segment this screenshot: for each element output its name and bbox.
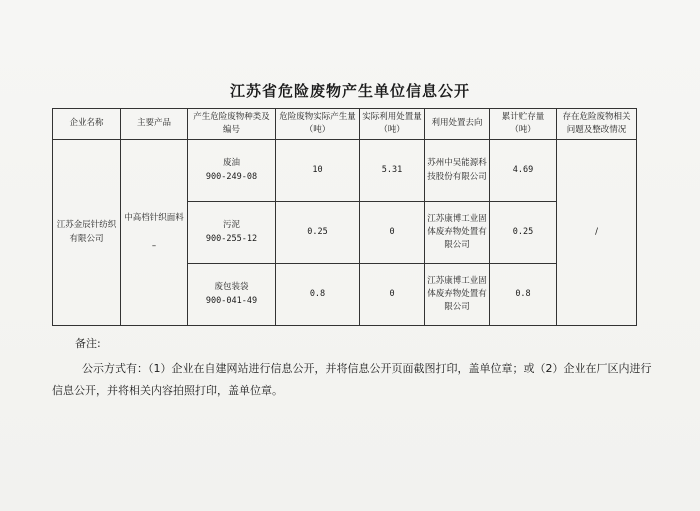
- waste-type-cell: [188, 202, 276, 264]
- storage-cell: 0.25: [490, 202, 557, 264]
- utilized-cell: 0: [360, 264, 425, 326]
- waste-code: 900-255-12: [205, 233, 258, 244]
- document-title: 江苏省危险废物产生单位信息公开: [229, 82, 470, 100]
- header-company: 企业名称: [53, 109, 121, 140]
- header-waste-type: 产生危险废物种类及编号: [188, 109, 276, 140]
- company-cell: 江苏金辰针纺织有限公司: [53, 140, 121, 326]
- storage-cell: 4.69: [490, 140, 557, 202]
- waste-name: 污泥: [222, 220, 240, 231]
- utilized-cell: 5.31: [360, 140, 425, 202]
- table-row: [53, 140, 637, 202]
- amount-cell: 0.25: [276, 202, 360, 264]
- table-header-row: [53, 109, 637, 140]
- product-dash: –: [151, 240, 157, 251]
- waste-name: 废油: [222, 158, 240, 169]
- amount-cell: 0.8: [276, 264, 360, 326]
- notes-body: 公示方式有：（1）企业在自建网站进行信息公开，并将信息公开页面截图打印，盖单位章；或（2）企业在厂区内进行信息公开，并将相关内容拍照打印，盖单位章。: [52, 362, 652, 397]
- destination-cell: 江苏康博工业固体废弃物处置有限公司: [425, 202, 490, 264]
- waste-code: 900-041-49: [205, 295, 258, 306]
- waste-type-cell: [188, 264, 276, 326]
- utilized-cell: 0: [360, 202, 425, 264]
- amount-cell: 10: [276, 140, 360, 202]
- header-product: 主要产品: [121, 109, 188, 140]
- product-cell: [121, 140, 188, 326]
- destination-cell: 苏州中吴能源科技股份有限公司: [425, 140, 490, 202]
- waste-name: 废包装袋: [214, 282, 249, 293]
- header-destination: 利用处置去向: [425, 109, 490, 140]
- waste-info-table: [52, 108, 637, 326]
- product-name: 中高档针织面料: [124, 213, 184, 224]
- waste-type-cell: [188, 140, 276, 202]
- waste-code: 900-249-08: [205, 171, 258, 182]
- notes-label: 备注:: [75, 337, 101, 350]
- header-storage: 累计贮存量（吨）: [490, 109, 557, 140]
- header-utilized: 实际利用处置量（吨）: [360, 109, 425, 140]
- header-issues: 存在危险废物相关问题及整改情况: [557, 109, 637, 140]
- storage-cell: 0.8: [490, 264, 557, 326]
- header-amount: 危险废物实际产生量（吨）: [276, 109, 360, 140]
- issues-cell: /: [557, 140, 637, 326]
- destination-cell: 江苏康博工业固体废弃物处置有限公司: [425, 264, 490, 326]
